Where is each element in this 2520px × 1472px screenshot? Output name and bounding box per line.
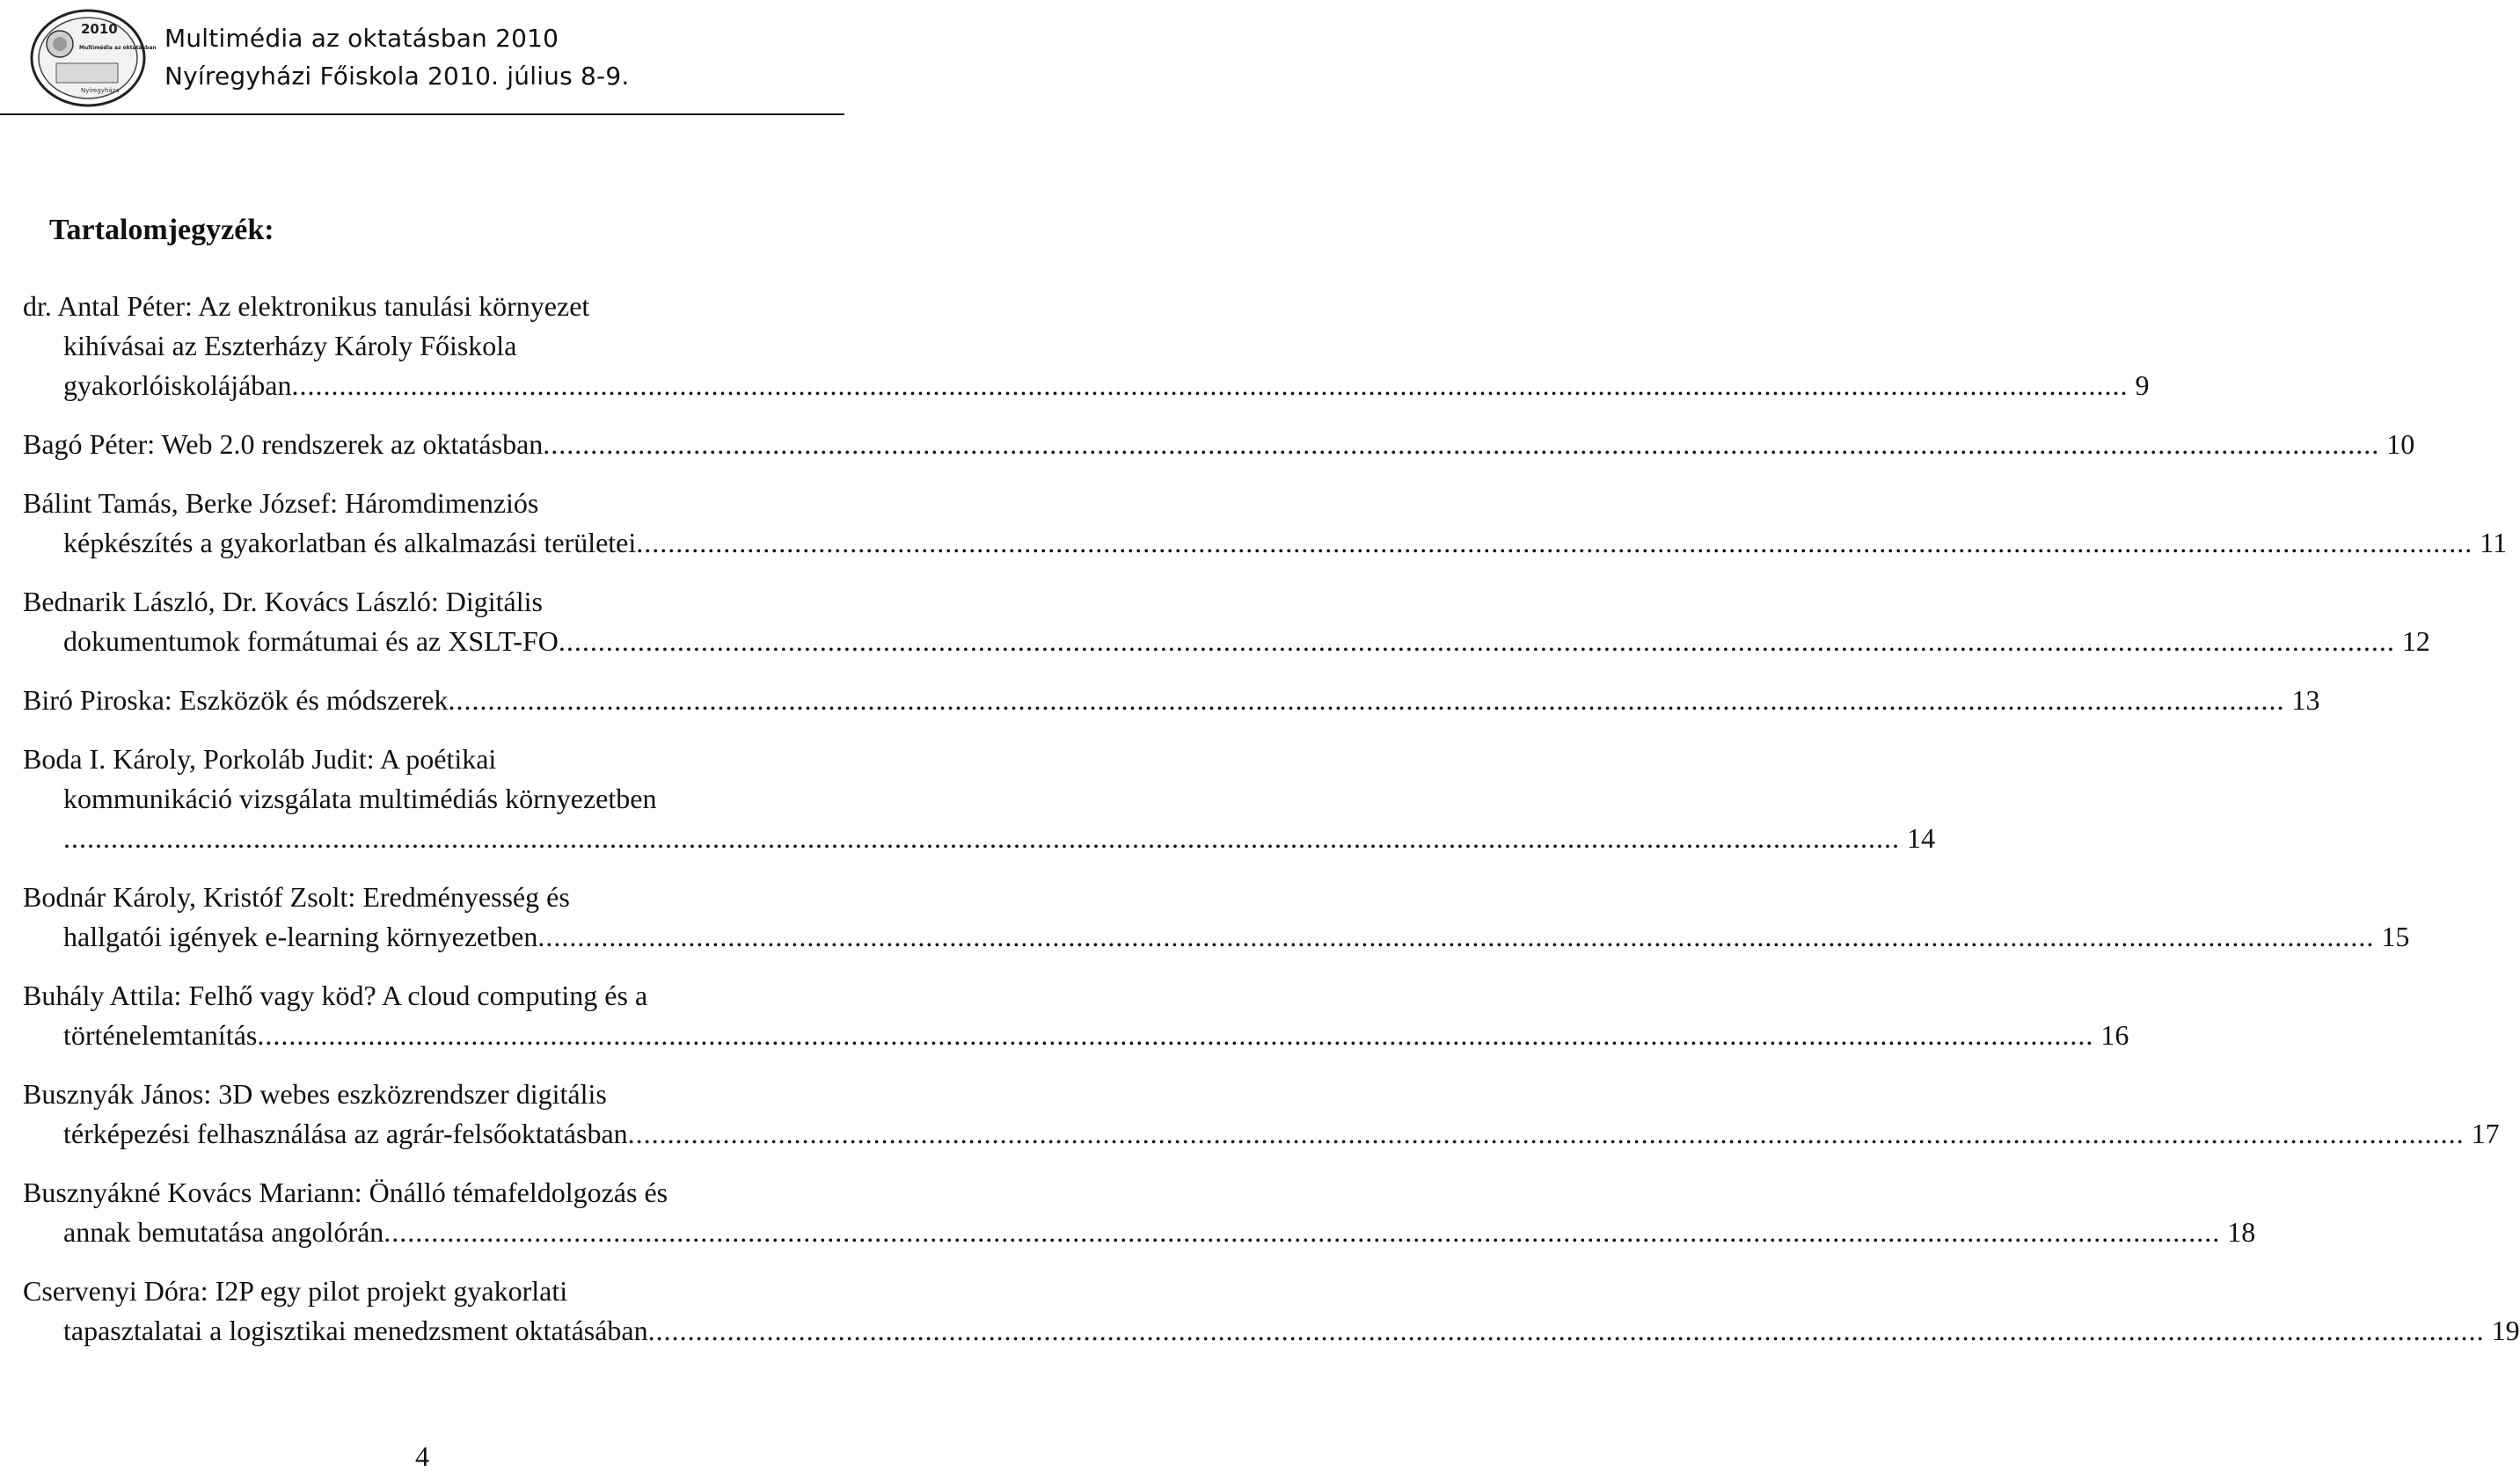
conference-logo — [26, 5, 157, 111]
toc-leader-dots — [648, 1315, 2485, 1346]
toc-page-number: 17 — [2471, 1118, 2500, 1149]
toc-leader-dots — [383, 1216, 2220, 1248]
header-line-conference: Multimédia az oktatásban 2010 — [164, 24, 559, 53]
toc-entry — [23, 287, 2150, 405]
toc-entry-line: Bodnár Károly, Kristóf Zsolt: Eredményesség és — [23, 881, 570, 913]
toc-leader-dots — [537, 921, 2374, 952]
toc-entry-text: gyakorlóiskolájában — [63, 369, 292, 401]
toc-entry-text: tapasztalatai a logisztikai menedzsment oktatásában — [63, 1315, 648, 1346]
toc-entry-text: térképezési felhasználása az agrár-felsőoktatásban — [63, 1118, 628, 1149]
toc-page-number: 9 — [2135, 369, 2150, 401]
toc-page-number: 14 — [1907, 822, 1935, 854]
toc-entry-text: dokumentumok formátumai és az XSLT-FO — [63, 625, 559, 657]
toc-entry-last-line — [23, 1213, 2256, 1252]
toc-entry-line: Bálint Tamás, Berke József: Háromdimenziós — [23, 487, 539, 519]
toc-leader-dots — [63, 822, 1900, 854]
toc-entry-last-line — [23, 622, 2430, 661]
toc-entry — [23, 582, 2430, 661]
toc-entry-text: annak bemutatása angolórán — [63, 1216, 384, 1248]
toc-entry-last-line — [23, 819, 1935, 858]
header-divider — [0, 113, 844, 115]
toc-leader-dots — [559, 625, 2395, 657]
toc-page-number: 11 — [2480, 527, 2508, 558]
toc-entry-last-line — [23, 1114, 2500, 1154]
toc-entry-text: képkészítés a gyakorlatban és alkalmazási területei — [63, 527, 637, 558]
toc-page-number: 19 — [2491, 1315, 2520, 1346]
toc-entry-last-line — [23, 425, 2415, 464]
header-line-venue: Nyíregyházi Főiskola 2010. július 8-9. — [164, 62, 630, 91]
toc-page-number: 18 — [2227, 1216, 2256, 1248]
toc-entry — [23, 976, 2129, 1055]
toc-entry — [23, 484, 2508, 563]
toc-entry-last-line — [23, 917, 2410, 957]
table-of-contents — [23, 287, 2520, 1370]
header-text — [164, 19, 629, 95]
toc-entry-last-line — [23, 523, 2508, 563]
page-number: 4 — [415, 1440, 429, 1472]
toc-entry-line: Busznyák János: 3D webes eszközrendszer digitális — [23, 1078, 607, 1110]
toc-entry-line: kihívásai az Eszterházy Károly Főiskola — [63, 330, 517, 361]
toc-entry-last-line — [23, 366, 2150, 405]
toc-entry — [23, 1173, 2256, 1252]
toc-entry — [23, 878, 2410, 957]
toc-title: Tartalomjegyzék: — [49, 214, 274, 246]
toc-entry — [23, 1075, 2500, 1154]
logo-title: Multimédia az oktatásban — [79, 45, 157, 51]
toc-page-number: 12 — [2401, 625, 2430, 657]
toc-entry-line: Cservenyi Dóra: I2P egy pilot projekt gyakorlati — [23, 1275, 568, 1307]
toc-entry — [23, 740, 1935, 858]
toc-entry — [23, 1272, 2520, 1351]
toc-entry — [23, 681, 2320, 720]
toc-entry — [23, 425, 2415, 464]
toc-leader-dots — [257, 1019, 2093, 1051]
toc-entry-text: történelemtanítás — [63, 1019, 258, 1051]
toc-entry-line: dr. Antal Péter: Az elektronikus tanulási környezet — [23, 290, 590, 322]
logo-place: Nyíregyháza — [81, 87, 120, 94]
toc-leader-dots — [636, 527, 2473, 558]
toc-page-number: 15 — [2381, 921, 2410, 952]
toc-entry-line: Busznyákné Kovács Mariann: Önálló témafeldolgozás és — [23, 1177, 668, 1208]
toc-entry-line: Bednarik László, Dr. Kovács László: Digitális — [23, 586, 543, 617]
toc-entry-last-line — [23, 1311, 2520, 1351]
toc-entry-last-line — [23, 1016, 2129, 1055]
toc-entry-line: kommunikáció vizsgálata multimédiás környezetben — [63, 783, 657, 814]
page-header — [0, 0, 844, 114]
logo-year: 2010 — [81, 21, 118, 37]
toc-leader-dots — [543, 428, 2379, 460]
toc-entry-text: hallgatói igények e-learning környezetben — [63, 921, 538, 952]
toc-leader-dots — [628, 1118, 2465, 1149]
toc-page-number: 10 — [2386, 428, 2415, 460]
toc-entry-text: Bagó Péter: Web 2.0 rendszerek az oktatásban — [23, 428, 544, 460]
toc-leader-dots — [448, 684, 2284, 716]
toc-entry-last-line — [23, 681, 2320, 720]
toc-leader-dots — [291, 369, 2128, 401]
toc-entry-text: Biró Piroska: Eszközök és módszerek — [23, 684, 449, 716]
toc-entry-line: Buhály Attila: Felhő vagy köd? A cloud computing és a — [23, 980, 648, 1011]
toc-page-number: 13 — [2291, 684, 2320, 716]
toc-entry-line: Boda I. Károly, Porkoláb Judit: A poétikai — [23, 743, 497, 775]
toc-page-number: 16 — [2100, 1019, 2129, 1051]
